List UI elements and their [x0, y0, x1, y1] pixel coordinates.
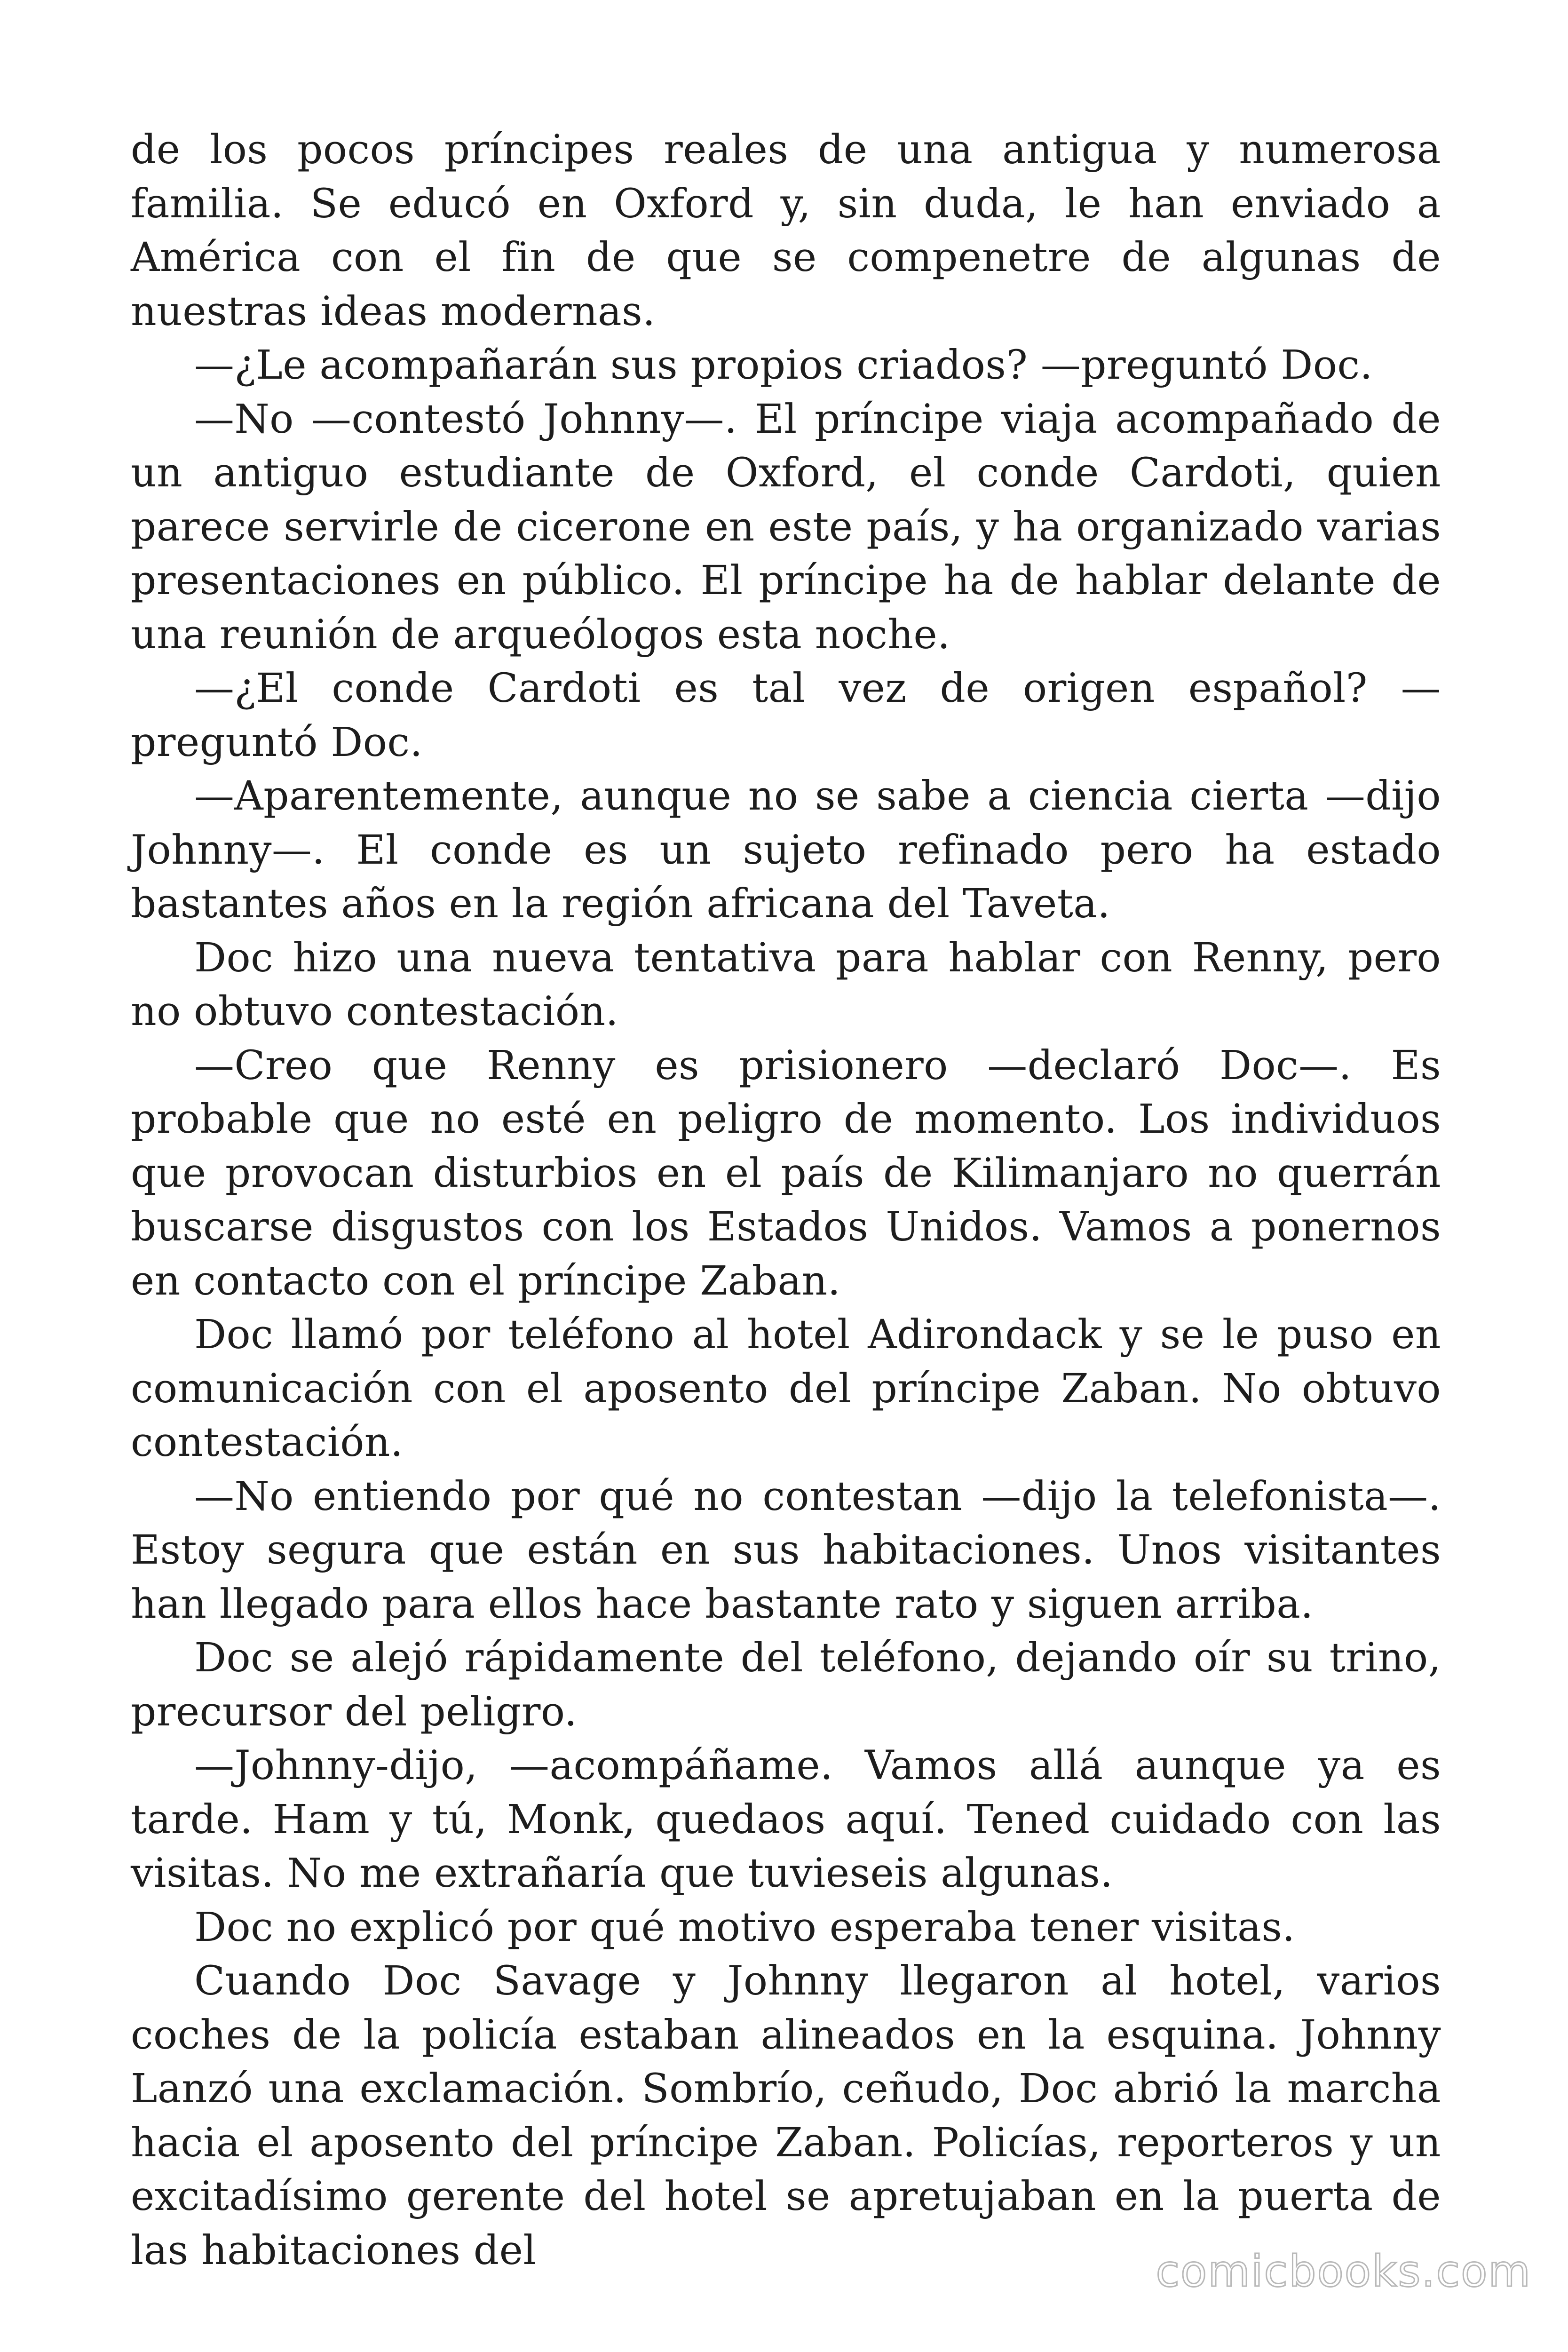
- page-text: [131, 123, 1441, 2278]
- paragraph: Doc llamó por teléfono al hotel Adirondack y se le puso en comunicación con el aposento del príncipe Zaban. No obtuvo contestación.: [131, 1311, 1441, 1466]
- paragraph: Cuando Doc Savage y Johnny llegaron al hotel, varios coches de la policía estaban alineados en la esquina. Johnny Lanzó una exclamación. Sombrío, ceñudo, Doc abrió la marcha hacia el aposento del príncipe Zaban. Policías, reporteros y un excitadísimo gerente del hotel se apretujaban en la puerta de las habitaciones del: [131, 1958, 1441, 2274]
- paragraph: —¿El conde Cardoti es tal vez de origen español? —preguntó Doc.: [131, 665, 1441, 766]
- paragraph: —Johnny-dijo, —acompáñame. Vamos allá aunque ya es tarde. Ham y tú, Monk, quedaos aquí. Tened cuidado con las visitas. No me extrañaría que tuvieseis algunas.: [131, 1742, 1441, 1897]
- paragraph: —¿Le acompañarán sus propios criados? —preguntó Doc.: [194, 342, 1373, 389]
- paragraph: —No —contestó Johnny—. El príncipe viaja acompañado de un antiguo estudiante de Oxford, el conde Cardoti, quien parece servirle de cicerone en este país, y ha organizado varias presentaciones en público. El príncipe ha de hablar delante de una reunión de arqueólogos esta noche.: [131, 396, 1441, 658]
- paragraph: —Aparentemente, aunque no se sabe a ciencia cierta —dijo Johnny—. El conde es un sujeto refinado pero ha estado bastantes años en la región africana del Taveta.: [131, 773, 1441, 927]
- paragraph: Doc hizo una nueva tentativa para hablar con Renny, pero no obtuvo contestación.: [131, 934, 1441, 1035]
- paragraph: Doc se alejó rápidamente del teléfono, dejando oír su trino, precursor del peligro.: [131, 1635, 1441, 1735]
- paragraph: —Creo que Renny es prisionero —declaró Doc—. Es probable que no esté en peligro de momento. Los individuos que provocan disturbios en el país de Kilimanjaro no querrán buscarse disgustos con los Estados Unidos. Vamos a ponernos en contacto con el príncipe Zaban.: [131, 1042, 1441, 1304]
- paragraph: de los pocos príncipes reales de una antigua y numerosa familia. Se educó en Oxford y, sin duda, le han enviado a América con el fin de que se compenetre de algunas de nuestras ideas modernas.: [131, 127, 1441, 335]
- paragraph: —No entiendo por qué no contestan —dijo la telefonista—. Estoy segura que están en sus habitaciones. Unos visitantes han llegado para ellos hace bastante rato y siguen arriba.: [131, 1473, 1441, 1628]
- watermark: comicbooks.com: [1156, 2246, 1531, 2296]
- paragraph: Doc no explicó por qué motivo esperaba tener visitas.: [194, 1904, 1295, 1951]
